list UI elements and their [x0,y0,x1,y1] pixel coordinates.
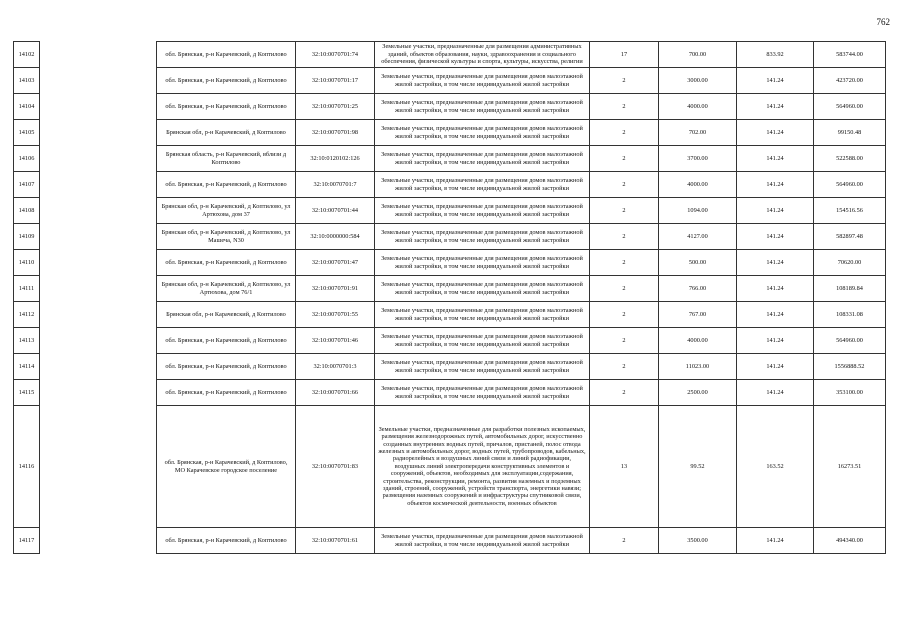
specific-value-cell: 141.24 [737,302,814,328]
address-cell: обл. Брянская, р-н Карачевский, д Коптилово, МО Карачевское городское поселение [157,406,296,528]
row-id-cell: 14105 [14,120,40,146]
table-row [14,198,886,224]
land-use-cell: Земельные участки, предназначенные для размещения домов малоэтажной жилой застройки, в том числе индивидуальной жилой застройки [375,528,590,554]
cadastral-value-cell: 582897.48 [814,224,886,250]
cadastral-value-cell: 108331.08 [814,302,886,328]
cadastral-number-cell: 32:10:0000000:584 [296,224,375,250]
row-id-cell: 14103 [14,68,40,94]
table-row [14,94,886,120]
address-cell: обл. Брянская, р-н Карачевский, д Коптилово [157,250,296,276]
use-code-cell: 17 [590,42,659,68]
spacer-cell [40,120,157,146]
row-id-cell: 14117 [14,528,40,554]
address-cell: Брянская обл, р-н Карачевский, д Коптилово, ул Артюхова, дом 76/1 [157,276,296,302]
specific-value-cell: 141.24 [737,120,814,146]
cadastral-number-cell: 32:10:0070701:46 [296,328,375,354]
row-id-cell: 14114 [14,354,40,380]
use-code-cell: 13 [590,406,659,528]
spacer-cell [40,68,157,94]
land-use-cell: Земельные участки, предназначенные для размещения домов малоэтажной жилой застройки, в том числе индивидуальной жилой застройки [375,146,590,172]
area-cell: 4000.00 [659,94,737,120]
cadastral-value-cell: 564960.00 [814,94,886,120]
area-cell: 4000.00 [659,172,737,198]
row-id-cell: 14113 [14,328,40,354]
spacer-cell [40,276,157,302]
row-id-cell: 14104 [14,94,40,120]
table-row [14,224,886,250]
row-id-cell: 14107 [14,172,40,198]
spacer-cell [40,224,157,250]
row-id-cell: 14112 [14,302,40,328]
specific-value-cell: 163.52 [737,406,814,528]
row-id-cell: 14106 [14,146,40,172]
address-cell: Брянская обл, р-н Карачевский, д Коптилово, ул Машеча, N30 [157,224,296,250]
row-id-cell: 14115 [14,380,40,406]
row-id-cell: 14110 [14,250,40,276]
land-use-cell: Земельные участки, предназначенные для размещения домов малоэтажной жилой застройки, в том числе индивидуальной жилой застройки [375,172,590,198]
cadastral-value-cell: 1556888.52 [814,354,886,380]
address-cell: обл. Брянская, р-н Карачевский, д Коптилово [157,328,296,354]
land-use-cell: Земельные участки, предназначенные для размещения домов малоэтажной жилой застройки, в том числе индивидуальной жилой застройки [375,68,590,94]
use-code-cell: 2 [590,380,659,406]
area-cell: 766.00 [659,276,737,302]
land-use-cell: Земельные участки, предназначенные для размещения домов малоэтажной жилой застройки, в том числе индивидуальной жилой застройки [375,328,590,354]
spacer-cell [40,328,157,354]
spacer-cell [40,406,157,528]
table-row [14,276,886,302]
spacer-cell [40,528,157,554]
cadastral-value-cell: 154516.56 [814,198,886,224]
address-cell: Брянская обл, р-н Карачевский, д Коптилово, ул Артюхова, дом 37 [157,198,296,224]
use-code-cell: 2 [590,120,659,146]
table-row [14,354,886,380]
cadastral-number-cell: 32:10:0070701:44 [296,198,375,224]
use-code-cell: 2 [590,276,659,302]
cadastral-value-cell: 564960.00 [814,172,886,198]
row-id-cell: 14102 [14,42,40,68]
area-cell: 702.00 [659,120,737,146]
land-use-cell: Земельные участки, предназначенные для размещения домов малоэтажной жилой застройки, в том числе индивидуальной жилой застройки [375,302,590,328]
area-cell: 3700.00 [659,146,737,172]
spacer-cell [40,250,157,276]
cadastral-value-cell: 564960.00 [814,328,886,354]
specific-value-cell: 141.24 [737,328,814,354]
specific-value-cell: 141.24 [737,250,814,276]
table-row [14,146,886,172]
use-code-cell: 2 [590,198,659,224]
area-cell: 767.00 [659,302,737,328]
spacer-cell [40,146,157,172]
specific-value-cell: 141.24 [737,528,814,554]
specific-value-cell: 141.24 [737,68,814,94]
cadastral-number-cell: 32:10:0070701:25 [296,94,375,120]
use-code-cell: 2 [590,224,659,250]
address-cell: обл. Брянская, р-н Карачевский, д Коптилово [157,380,296,406]
row-id-cell: 14109 [14,224,40,250]
cadastral-number-cell: 32:10:0070701:98 [296,120,375,146]
cadastral-value-cell: 99150.48 [814,120,886,146]
area-cell: 700.00 [659,42,737,68]
specific-value-cell: 141.24 [737,224,814,250]
area-cell: 2500.00 [659,380,737,406]
specific-value-cell: 141.24 [737,94,814,120]
table-row [14,528,886,554]
cadastral-value-cell: 70620.00 [814,250,886,276]
cadastral-value-cell: 16273.51 [814,406,886,528]
spacer-cell [40,94,157,120]
address-cell: Брянская обл, р-н Карачевский, д Коптилово [157,120,296,146]
table-body [14,42,886,554]
land-use-cell: Земельные участки, предназначенные для размещения домов малоэтажной жилой застройки, в том числе индивидуальной жилой застройки [375,120,590,146]
area-cell: 500.00 [659,250,737,276]
land-use-cell: Земельные участки, предназначенные для размещения административных зданий, объектов образования, науки, здравоохранения и социального обеспечения, физической культуры и спорта, культуры, искусства, религии [375,42,590,68]
table-row [14,42,886,68]
cadastral-number-cell: 32:10:0070701:47 [296,250,375,276]
area-cell: 4127.00 [659,224,737,250]
cadastral-number-cell: 32:10:0070701:3 [296,354,375,380]
area-cell: 1094.00 [659,198,737,224]
use-code-cell: 2 [590,172,659,198]
cadastral-number-cell: 32:10:0070701:55 [296,302,375,328]
cadastral-number-cell: 32:10:0070701:74 [296,42,375,68]
specific-value-cell: 141.24 [737,354,814,380]
land-use-cell: Земельные участки, предназначенные для размещения домов малоэтажной жилой застройки, в том числе индивидуальной жилой застройки [375,250,590,276]
cadastral-number-cell: 32:10:0070701:66 [296,380,375,406]
use-code-cell: 2 [590,528,659,554]
address-cell: обл. Брянская, р-н Карачевский, д Коптилово [157,172,296,198]
address-cell: Брянская область, р-н Карачевский, вблизи д Коптилово [157,146,296,172]
spacer-cell [40,198,157,224]
area-cell: 3500.00 [659,528,737,554]
cadastral-value-cell: 423720.00 [814,68,886,94]
land-use-cell: Земельные участки, предназначенные для размещения домов малоэтажной жилой застройки, в том числе индивидуальной жилой застройки [375,354,590,380]
table-row [14,250,886,276]
use-code-cell: 2 [590,68,659,94]
area-cell: 4000.00 [659,328,737,354]
spacer-cell [40,354,157,380]
specific-value-cell: 141.24 [737,198,814,224]
land-use-cell: Земельные участки, предназначенные для размещения домов малоэтажной жилой застройки, в том числе индивидуальной жилой застройки [375,224,590,250]
table-row [14,68,886,94]
use-code-cell: 2 [590,302,659,328]
cadastral-value-cell: 494340.00 [814,528,886,554]
use-code-cell: 2 [590,94,659,120]
area-cell: 99.52 [659,406,737,528]
row-id-cell: 14108 [14,198,40,224]
area-cell: 3000.00 [659,68,737,94]
specific-value-cell: 141.24 [737,172,814,198]
table-row [14,120,886,146]
address-cell: обл. Брянская, р-н Карачевский, д Коптилово [157,42,296,68]
use-code-cell: 2 [590,250,659,276]
land-use-cell: Земельные участки, предназначенные для размещения домов малоэтажной жилой застройки, в том числе индивидуальной жилой застройки [375,276,590,302]
cadastral-value-cell: 108189.84 [814,276,886,302]
use-code-cell: 2 [590,146,659,172]
row-id-cell: 14116 [14,406,40,528]
table-row [14,406,886,528]
row-id-cell: 14111 [14,276,40,302]
land-use-cell: Земельные участки, предназначенные для размещения домов малоэтажной жилой застройки, в том числе индивидуальной жилой застройки [375,94,590,120]
address-cell: обл. Брянская, р-н Карачевский, д Коптилово [157,354,296,380]
specific-value-cell: 141.24 [737,380,814,406]
address-cell: обл. Брянская, р-н Карачевский, д Коптилово [157,94,296,120]
page-number: 762 [876,17,890,27]
cadastral-number-cell: 32:10:0070701:61 [296,528,375,554]
address-cell: обл. Брянская, р-н Карачевский, д Коптилово [157,528,296,554]
address-cell: Брянская обл, р-н Карачевский, д Коптилово [157,302,296,328]
cadastral-value-table [13,41,886,554]
spacer-cell [40,380,157,406]
cadastral-number-cell: 32:10:0070701:91 [296,276,375,302]
cadastral-value-cell: 583744.00 [814,42,886,68]
table-row [14,328,886,354]
cadastral-number-cell: 32:10:0120102:126 [296,146,375,172]
land-use-cell: Земельные участки, предназначенные для размещения домов малоэтажной жилой застройки, в том числе индивидуальной жилой застройки [375,198,590,224]
use-code-cell: 2 [590,354,659,380]
table-row [14,302,886,328]
table-row [14,172,886,198]
spacer-cell [40,42,157,68]
cadastral-number-cell: 32:10:0070701:83 [296,406,375,528]
spacer-cell [40,172,157,198]
land-use-cell: Земельные участки, предназначенные для разработки полезных ископаемых, размещения железнодорожных путей, автомобильных дорог, искусственно созданных внутренних водных путей, причалов, пристаней, полос отвода железных и автомобильных дорог, водных путей, трубопроводов, кабельных, радиорелейных и воздушных линий связи и линий радиофикации, воздушных линий электропередачи конструктивных элементов и сооружений, объектов, необходимых для эксплуатации,содержания, строительства, реконструкции, ремонта, развития наземных и подземных зданий, строений, сооружений, устройств транспорта, энергетики навязи; размещения наземных сооружений и инфраструктуры спутниковой связи, объектов космической деятельности, военных объектов [375,406,590,528]
address-cell: обл. Брянская, р-н Карачевский, д Коптилово [157,68,296,94]
specific-value-cell: 141.24 [737,276,814,302]
cadastral-number-cell: 32:10:0070701:7 [296,172,375,198]
specific-value-cell: 833.92 [737,42,814,68]
area-cell: 11023.00 [659,354,737,380]
land-use-cell: Земельные участки, предназначенные для размещения домов малоэтажной жилой застройки, в том числе индивидуальной жилой застройки [375,380,590,406]
cadastral-value-cell: 522588.00 [814,146,886,172]
cadastral-number-cell: 32:10:0070701:17 [296,68,375,94]
spacer-cell [40,302,157,328]
table-row [14,380,886,406]
cadastral-value-cell: 353100.00 [814,380,886,406]
specific-value-cell: 141.24 [737,146,814,172]
use-code-cell: 2 [590,328,659,354]
